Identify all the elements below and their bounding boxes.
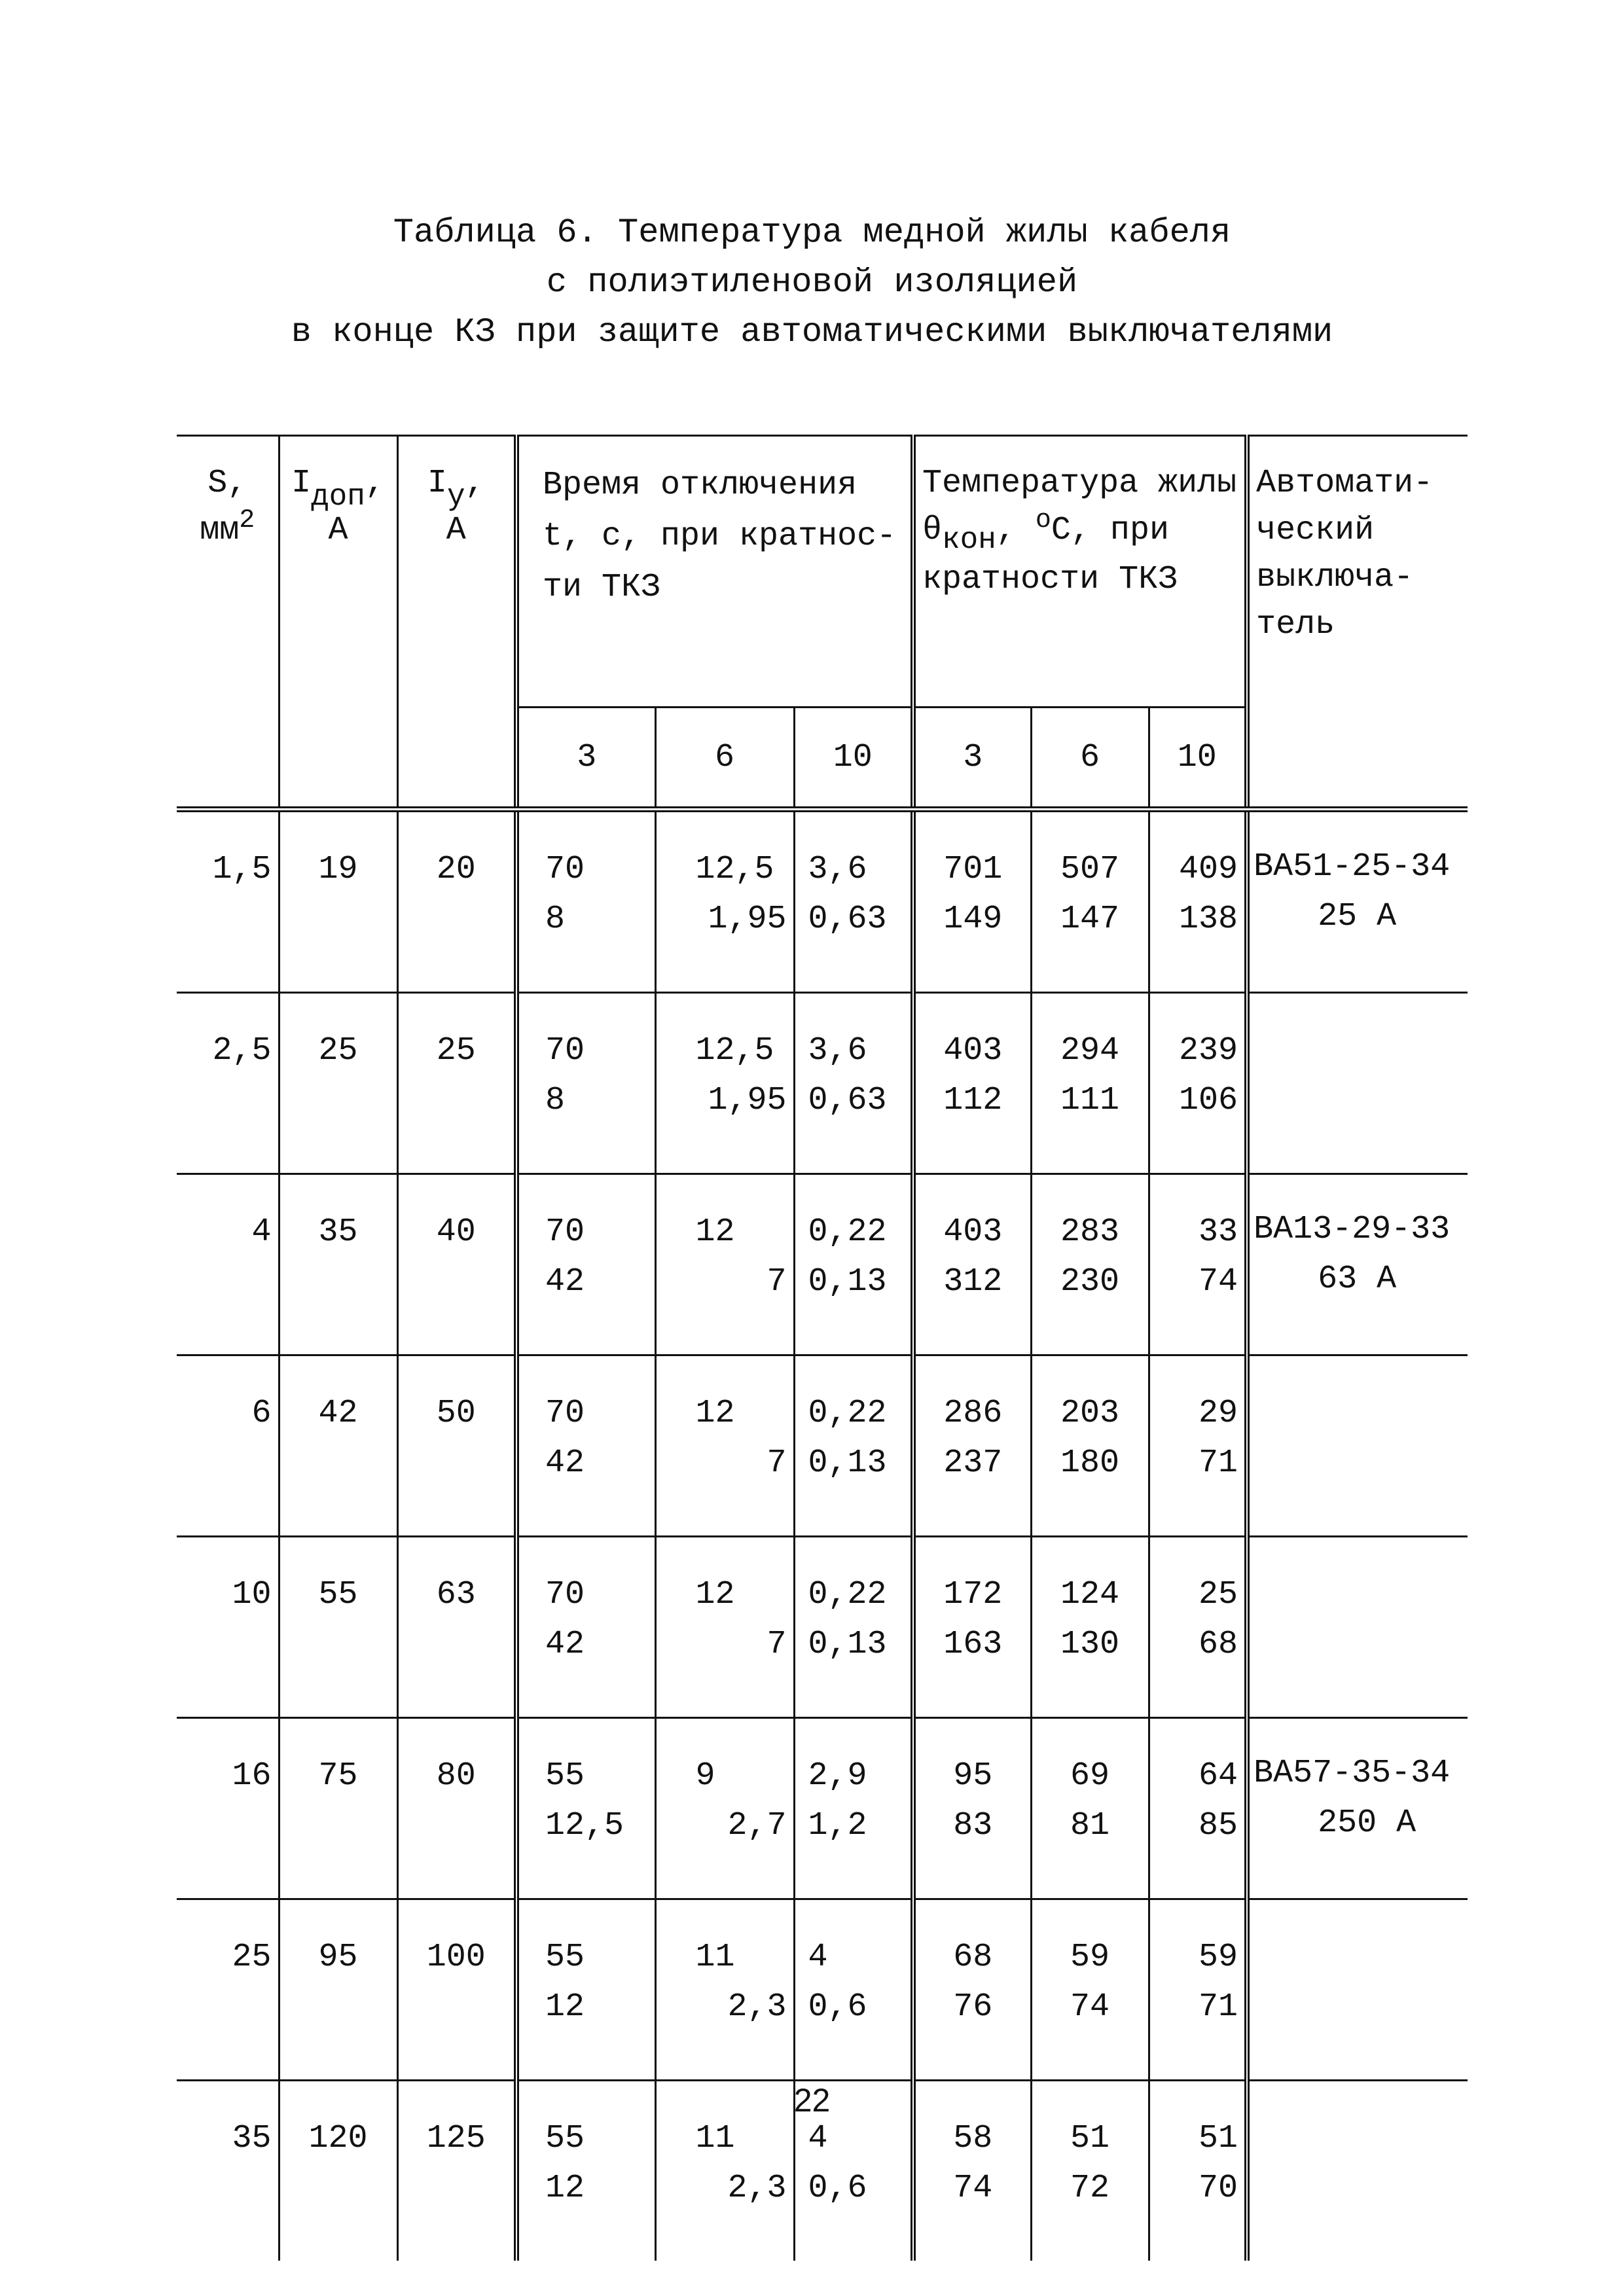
cell-temp-10: 33 74 (1149, 1174, 1247, 1355)
cell-time-10: 0,22 0,13 (794, 1537, 913, 1718)
cell-temp-6: 283 230 (1031, 1174, 1149, 1355)
header-conductor-temperature: Температура жилы θкон, $^о$С, при кратности ТКЗ (913, 436, 1247, 708)
cell-temp-6: 507 147 (1031, 810, 1149, 993)
cell-setting-current: 100 (397, 1899, 516, 2081)
page-number: 22 (793, 2082, 831, 2119)
mult-temp-6: 6 (1031, 708, 1149, 810)
cell-cross-section: 6 (177, 1355, 279, 1537)
cell-time-10: 4 0,6 (794, 2081, 913, 2261)
cell-temp-6: 51 72 (1031, 2081, 1149, 2261)
cell-time-3: 55 12 (516, 1899, 655, 2081)
cell-temp-6: 59 74 (1031, 1899, 1149, 2081)
temperature-table (177, 435, 1468, 2261)
table-row (177, 993, 1468, 1174)
cell-cross-section: 10 (177, 1537, 279, 1718)
cell-cross-section: 35 (177, 2081, 279, 2261)
title-line-3: в конце КЗ при защите автоматическими выключателями (291, 313, 1333, 351)
header-circuit-breaker: Автомати- ческий выключа- тель (1247, 436, 1468, 810)
cell-cross-section: 25 (177, 1899, 279, 2081)
cell-time-3: 70 42 (516, 1355, 655, 1537)
cell-circuit-breaker (1247, 993, 1468, 1174)
cell-time-6: 11 2,3 (655, 2081, 794, 2261)
cell-time-10: 3,6 0,63 (794, 810, 913, 993)
cell-setting-current: 63 (397, 1537, 516, 1718)
cell-temp-3: 58 74 (913, 2081, 1031, 2261)
cell-time-10: 3,6 0,63 (794, 993, 913, 1174)
cell-allowed-current: 120 (279, 2081, 397, 2261)
cell-temp-6: 294 111 (1031, 993, 1149, 1174)
table-row (177, 1355, 1468, 1537)
cell-allowed-current: 35 (279, 1174, 397, 1355)
cell-setting-current: 80 (397, 1718, 516, 1899)
title-line-1: Таблица 6. Температура медной жилы кабеля (393, 213, 1231, 252)
header-trip-time: Время отключения t, с, при кратнос- ти ТКЗ (516, 436, 913, 708)
cell-allowed-current: 55 (279, 1537, 397, 1718)
cell-time-3: 70 42 (516, 1537, 655, 1718)
mult-time-6: 6 (655, 708, 794, 810)
cell-allowed-current: 75 (279, 1718, 397, 1899)
cell-temp-3: 68 76 (913, 1899, 1031, 2081)
table-title (0, 208, 1624, 357)
cell-circuit-breaker: ВА57-35-34 250 А (1247, 1718, 1468, 1899)
cell-cross-section: 1,5 (177, 810, 279, 993)
cell-time-6: 12,5 1,95 (655, 993, 794, 1174)
cell-circuit-breaker (1247, 1355, 1468, 1537)
cell-temp-3: 172 163 (913, 1537, 1031, 1718)
cell-time-6: 11 2,3 (655, 1899, 794, 2081)
cell-allowed-current: 95 (279, 1899, 397, 2081)
cell-temp-10: 64 85 (1149, 1718, 1247, 1899)
cell-allowed-current: 42 (279, 1355, 397, 1537)
cell-temp-10: 409 138 (1149, 810, 1247, 993)
cell-cross-section: 16 (177, 1718, 279, 1899)
cell-setting-current: 125 (397, 2081, 516, 2261)
cell-setting-current: 25 (397, 993, 516, 1174)
cell-time-10: 2,9 1,2 (794, 1718, 913, 1899)
cell-temp-3: 286 237 (913, 1355, 1031, 1537)
cell-time-3: 55 12 (516, 2081, 655, 2261)
cell-time-10: 0,22 0,13 (794, 1174, 913, 1355)
mult-temp-3: 3 (913, 708, 1031, 810)
cell-time-3: 55 12,5 (516, 1718, 655, 1899)
mult-temp-10: 10 (1149, 708, 1247, 810)
cell-setting-current: 40 (397, 1174, 516, 1355)
cell-temp-10: 59 71 (1149, 1899, 1247, 2081)
cell-temp-3: 403 112 (913, 993, 1031, 1174)
cell-time-6: 12 7 (655, 1355, 794, 1537)
cell-circuit-breaker (1247, 1899, 1468, 2081)
mult-time-10: 10 (794, 708, 913, 810)
cell-temp-3: 95 83 (913, 1718, 1031, 1899)
table-row (177, 1537, 1468, 1718)
table-row (177, 1174, 1468, 1355)
cell-temp-10: 51 70 (1149, 2081, 1247, 2261)
title-line-2: с полиэтиленовой изоляцией (546, 263, 1078, 302)
cell-time-6: 12 7 (655, 1174, 794, 1355)
cell-temp-3: 701 149 (913, 810, 1031, 993)
cell-temp-6: 124 130 (1031, 1537, 1149, 1718)
mult-time-3: 3 (516, 708, 655, 810)
table-row (177, 1718, 1468, 1899)
header-cross-section: S, $мм^2$ (177, 436, 279, 810)
header-row (177, 436, 1468, 708)
cell-time-6: 9 2,7 (655, 1718, 794, 1899)
table-row (177, 810, 1468, 993)
cell-cross-section: 4 (177, 1174, 279, 1355)
cell-temp-10: 239 106 (1149, 993, 1247, 1174)
cell-allowed-current: 19 (279, 810, 397, 993)
cell-time-3: 70 8 (516, 993, 655, 1174)
cell-time-6: 12 7 (655, 1537, 794, 1718)
cell-allowed-current: 25 (279, 993, 397, 1174)
cell-setting-current: 20 (397, 810, 516, 993)
cell-temp-6: 203 180 (1031, 1355, 1149, 1537)
table-row (177, 1899, 1468, 2081)
cell-time-10: 4 0,6 (794, 1899, 913, 2081)
header-allowed-current: Iдоп, А (279, 436, 397, 810)
cell-circuit-breaker: ВА13-29-33 63 А (1247, 1174, 1468, 1355)
cell-cross-section: 2,5 (177, 993, 279, 1174)
cell-temp-10: 29 71 (1149, 1355, 1247, 1537)
header-setting-current: Iу, А (397, 436, 516, 810)
cell-time-3: 70 8 (516, 810, 655, 993)
cell-temp-6: 69 81 (1031, 1718, 1149, 1899)
cell-circuit-breaker: ВА51-25-34 25 А (1254, 848, 1451, 935)
cell-time-6: 12,5 1,95 (655, 810, 794, 993)
cell-setting-current: 50 (397, 1355, 516, 1537)
cell-circuit-breaker (1247, 1537, 1468, 1718)
cell-temp-3: 403 312 (913, 1174, 1031, 1355)
cell-temp-10: 25 68 (1149, 1537, 1247, 1718)
cell-time-3: 70 42 (516, 1174, 655, 1355)
cell-time-10: 0,22 0,13 (794, 1355, 913, 1537)
